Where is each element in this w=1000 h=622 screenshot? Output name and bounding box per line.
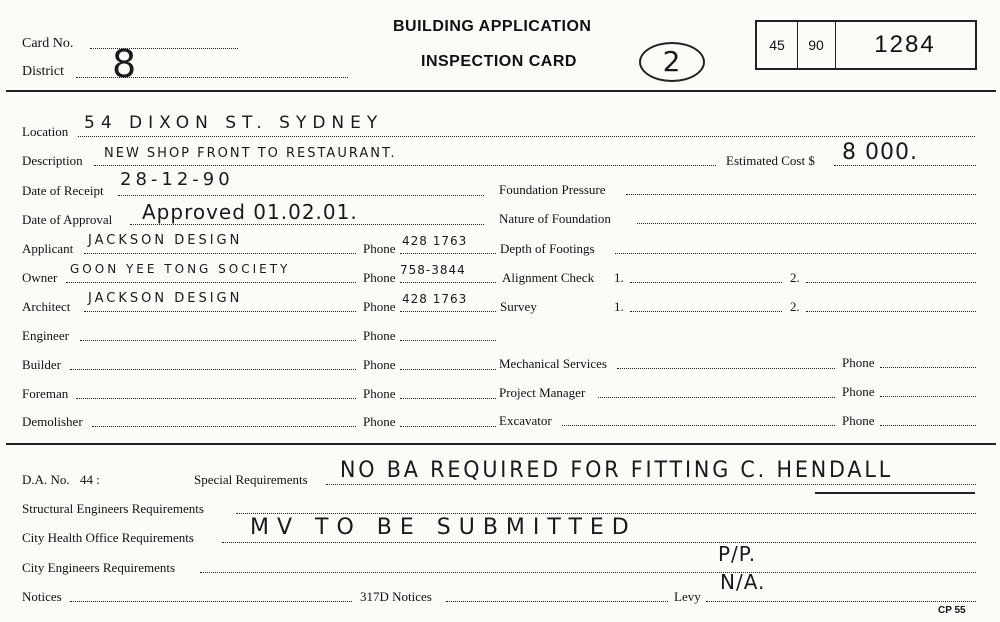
date-of-receipt-value: 28-12-90 bbox=[120, 169, 234, 190]
date-of-approval-field[interactable] bbox=[130, 224, 484, 225]
section-divider bbox=[6, 443, 996, 445]
special-requirements-field[interactable] bbox=[326, 484, 976, 485]
header-divider bbox=[6, 90, 996, 92]
date-of-approval-value: Approved 01.02.01. bbox=[142, 200, 358, 224]
ref-code-2: 90 bbox=[797, 22, 836, 68]
engineer-phone-field[interactable] bbox=[400, 340, 496, 341]
owner-label: Owner bbox=[22, 270, 58, 285]
architect-label: Architect bbox=[22, 299, 71, 314]
alignment-check-field-2[interactable] bbox=[806, 282, 976, 283]
levy-label: Levy bbox=[674, 589, 701, 604]
city-health-field[interactable] bbox=[222, 542, 976, 543]
district-label: District bbox=[22, 64, 64, 79]
estimated-cost-label: Estimated Cost $ bbox=[726, 153, 815, 168]
demolisher-label: Demolisher bbox=[22, 414, 83, 429]
district-value: 8 bbox=[112, 42, 138, 86]
special-requirements-value: NO BA REQUIRED FOR FITTING C. HENDALL bbox=[340, 458, 894, 483]
notices-field[interactable] bbox=[70, 601, 352, 602]
title-line1: BUILDING APPLICATION bbox=[393, 18, 592, 35]
mechanical-services-phone-label: Phone bbox=[842, 355, 875, 370]
nature-of-foundation-label: Nature of Foundation bbox=[499, 211, 611, 226]
signature-underline bbox=[815, 492, 975, 494]
description-value: NEW SHOP FRONT TO RESTAURANT. bbox=[104, 146, 397, 161]
owner-phone-label: Phone bbox=[363, 270, 396, 285]
demolisher-phone-field[interactable] bbox=[400, 426, 496, 427]
foreman-phone-field[interactable] bbox=[400, 398, 496, 399]
circled-mark bbox=[639, 42, 705, 82]
structural-engineers-label: Structural Engineers Requirements bbox=[22, 501, 204, 516]
owner-field[interactable] bbox=[66, 282, 356, 283]
foreman-phone-label: Phone bbox=[363, 386, 396, 401]
demolisher-phone-label: Phone bbox=[363, 414, 396, 429]
depth-of-footings-label: Depth of Footings bbox=[500, 241, 595, 256]
reference-code-box bbox=[755, 20, 977, 70]
structural-engineers-field[interactable] bbox=[236, 513, 976, 514]
alignment-check-num-2: 2. bbox=[790, 270, 800, 285]
city-engineers-value: P/P. bbox=[718, 542, 757, 566]
ref-code-3: 1284 bbox=[874, 31, 936, 58]
architect-field[interactable] bbox=[84, 311, 356, 312]
alignment-check-label: Alignment Check bbox=[502, 270, 595, 285]
description-field[interactable] bbox=[94, 165, 716, 166]
date-of-approval-label: Date of Approval bbox=[22, 212, 113, 227]
date-of-receipt-field[interactable] bbox=[118, 195, 484, 196]
alignment-check-field-1[interactable] bbox=[630, 282, 782, 283]
special-requirements-label: Special Requirements bbox=[194, 472, 308, 487]
engineer-phone-label: Phone bbox=[363, 328, 396, 343]
estimated-cost-value: 8 000. bbox=[842, 140, 918, 165]
mechanical-services-label: Mechanical Services bbox=[499, 356, 607, 371]
city-engineers-field[interactable] bbox=[200, 572, 976, 573]
da-no-label: D.A. No. bbox=[22, 472, 70, 487]
applicant-phone-field[interactable] bbox=[400, 253, 496, 254]
notices-317d-field[interactable] bbox=[446, 601, 668, 602]
foreman-field[interactable] bbox=[76, 398, 356, 399]
estimated-cost-field[interactable] bbox=[834, 165, 976, 166]
excavator-field[interactable] bbox=[562, 425, 835, 426]
engineer-label: Engineer bbox=[22, 328, 69, 343]
architect-phone-field[interactable] bbox=[400, 311, 496, 312]
survey-field-2[interactable] bbox=[806, 311, 976, 312]
survey-num-1: 1. bbox=[614, 299, 624, 314]
levy-value: N/A. bbox=[720, 570, 766, 594]
architect-value: JACKSON DESIGN bbox=[88, 291, 243, 306]
foreman-label: Foreman bbox=[22, 386, 69, 401]
location-value: 54 DIXON ST. SYDNEY bbox=[84, 113, 384, 133]
da-no-value: 44 : bbox=[80, 472, 100, 487]
survey-field-1[interactable] bbox=[630, 311, 782, 312]
title-line2: INSPECTION CARD bbox=[421, 53, 577, 70]
mechanical-services-phone-field[interactable] bbox=[880, 367, 976, 368]
notices-317d-label: 317D Notices bbox=[360, 589, 432, 604]
architect-phone-label: Phone bbox=[363, 299, 396, 314]
architect-phone-value: 428 1763 bbox=[402, 292, 468, 306]
demolisher-field[interactable] bbox=[92, 426, 356, 427]
foundation-pressure-field[interactable] bbox=[626, 194, 976, 195]
city-engineers-label: City Engineers Requirements bbox=[22, 560, 176, 575]
applicant-field[interactable] bbox=[84, 253, 356, 254]
builder-label: Builder bbox=[22, 357, 61, 372]
engineer-field[interactable] bbox=[80, 340, 356, 341]
city-health-label: City Health Office Requirements bbox=[22, 530, 194, 545]
project-manager-field[interactable] bbox=[598, 397, 835, 398]
applicant-phone-label: Phone bbox=[363, 241, 396, 256]
applicant-label: Applicant bbox=[22, 241, 74, 256]
builder-phone-field[interactable] bbox=[400, 369, 496, 370]
project-manager-phone-label: Phone bbox=[842, 384, 875, 399]
owner-phone-value: 758-3844 bbox=[400, 263, 466, 277]
alignment-check-num-1: 1. bbox=[614, 270, 624, 285]
foundation-pressure-label: Foundation Pressure bbox=[499, 182, 606, 197]
form-code: CP 55 bbox=[938, 605, 966, 616]
mechanical-services-field[interactable] bbox=[617, 368, 835, 369]
card-no-label: Card No. bbox=[22, 36, 74, 51]
description-label: Description bbox=[22, 153, 83, 168]
excavator-phone-label: Phone bbox=[842, 413, 875, 428]
applicant-phone-value: 428 1763 bbox=[402, 234, 468, 248]
owner-phone-field[interactable] bbox=[400, 282, 496, 283]
excavator-label: Excavator bbox=[499, 413, 552, 428]
project-manager-label: Project Manager bbox=[499, 385, 586, 400]
ref-code-1: 45 bbox=[757, 22, 798, 68]
notices-label: Notices bbox=[22, 589, 62, 604]
date-of-receipt-label: Date of Receipt bbox=[22, 183, 104, 198]
circled-mark-value: 2 bbox=[662, 45, 682, 78]
survey-label: Survey bbox=[500, 299, 537, 314]
location-label: Location bbox=[22, 124, 69, 139]
nature-of-foundation-field[interactable] bbox=[637, 223, 976, 224]
applicant-value: JACKSON DESIGN bbox=[88, 233, 243, 248]
city-health-value: MV TO BE SUBMITTED bbox=[250, 515, 637, 540]
survey-num-2: 2. bbox=[790, 299, 800, 314]
builder-phone-label: Phone bbox=[363, 357, 396, 372]
builder-field[interactable] bbox=[70, 369, 356, 370]
depth-of-footings-field[interactable] bbox=[615, 253, 976, 254]
levy-field[interactable] bbox=[706, 601, 976, 602]
location-field[interactable] bbox=[78, 136, 975, 137]
excavator-phone-field[interactable] bbox=[880, 425, 976, 426]
owner-value: GOON YEE TONG SOCIETY bbox=[70, 262, 291, 276]
project-manager-phone-field[interactable] bbox=[880, 396, 976, 397]
